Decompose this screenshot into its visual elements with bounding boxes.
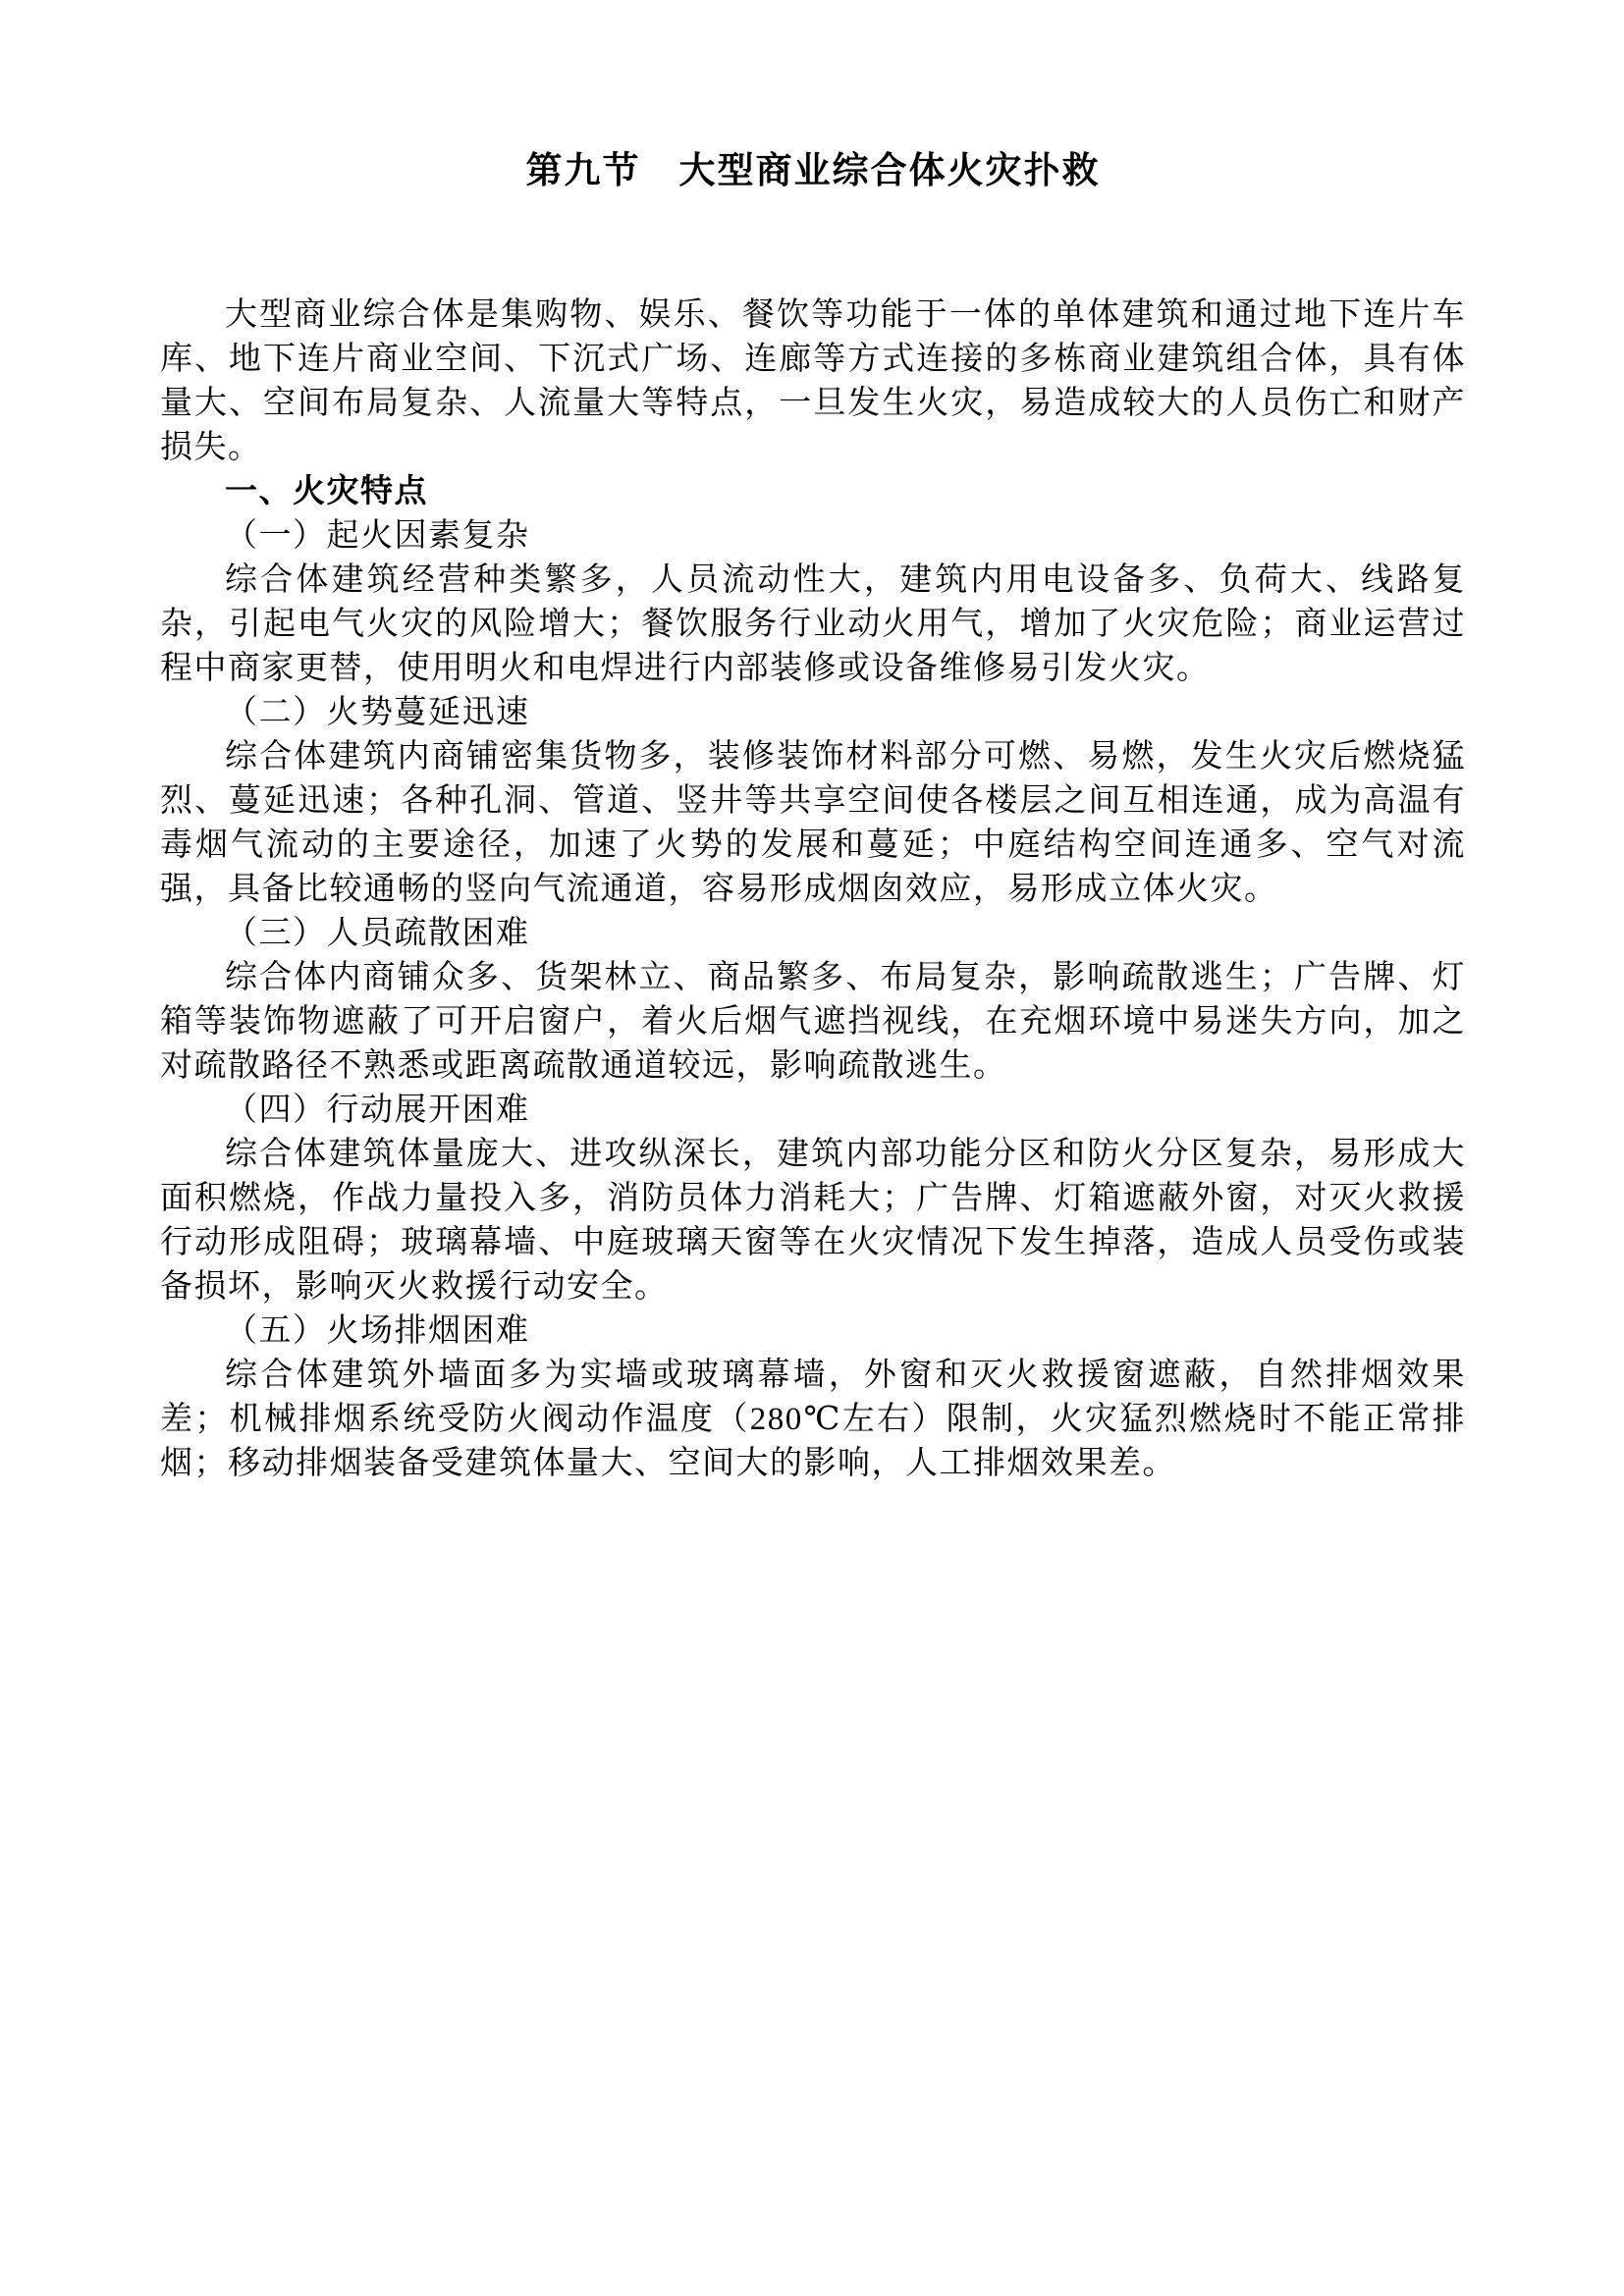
subsection-5-heading: （五）火场排烟困难 [225,1313,530,1349]
intro-paragraph: 大型商业综合体是集购物、娱乐、餐饮等功能于一体的单体建筑和通过地下连片车库、地下连片商业空间、下沉式广场、连廊等方式连接的多栋商业建筑组合体，具有体量大、空间布局复杂、人流量大等特点，一旦发生火灾，易造成较大的人员伤亡和财产损失。 [160,297,1466,465]
subsection-3-body: 综合体内商铺众多、货架林立、商品繁多、布局复杂，影响疏散逃生；广告牌、灯箱等装饰物遮蔽了可开启窗户，着火后烟气遮挡视线，在充烟环境中易迷失方向，加之对疏散路径不熟悉或距离疏散通道较远，影响疏散逃生。 [160,960,1466,1084]
subsection-3-heading: （三）人员疏散困难 [225,916,530,951]
page-title: 第九节 大型商业综合体火灾扑救 [525,151,1101,191]
section-heading: 一、火灾特点 [225,474,428,509]
subsection-4-heading: （四）行动展开困难 [225,1093,530,1128]
subsection-2-heading: （二）火势蔓延迅速 [225,695,530,730]
subsection-4-body: 综合体建筑体量庞大、进攻纵深长，建筑内部功能分区和防火分区复杂，易形成大面积燃烧，作战力量投入多，消防员体力消耗大；广告牌、灯箱遮蔽外窗，对灭火救援行动形成阻碍；玻璃幕墙、中庭玻璃天窗等在火灾情况下发生掉落，造成人员受伤或装备损坏，影响灭火救援行动安全。 [160,1137,1466,1305]
subsection-2-body: 综合体建筑内商铺密集货物多，装修装饰材料部分可燃、易燃，发生火灾后燃烧猛烈、蔓延迅速；各种孔洞、管道、竖井等共享空间使各楼层之间互相连通，成为高温有毒烟气流动的主要途径，加速了火势的发展和蔓延；中庭结构空间连通多、空气对流强，具备比较通畅的竖向气流通道，容易形成烟囱效应，易形成立体火灾。 [160,739,1466,907]
subsection-1-heading: （一）起火因素复杂 [225,518,530,554]
subsection-1-body: 综合体建筑经营种类繁多，人员流动性大，建筑内用电设备多、负荷大、线路复杂，引起电气火灾的风险增大；餐饮服务行业动火用气，增加了火灾危险；商业运营过程中商家更替，使用明火和电焊进行内部装修或设备维修易引发火灾。 [160,562,1466,686]
subsection-5-body: 综合体建筑外墙面多为实墙或玻璃幕墙，外窗和灭火救援窗遮蔽，自然排烟效果差；机械排烟系统受防火阀动作温度（280℃左右）限制，火灾猛烈燃烧时不能正常排烟；移动排烟装备受建筑体量大、空间大的影响，人工排烟效果差。 [160,1358,1466,1481]
